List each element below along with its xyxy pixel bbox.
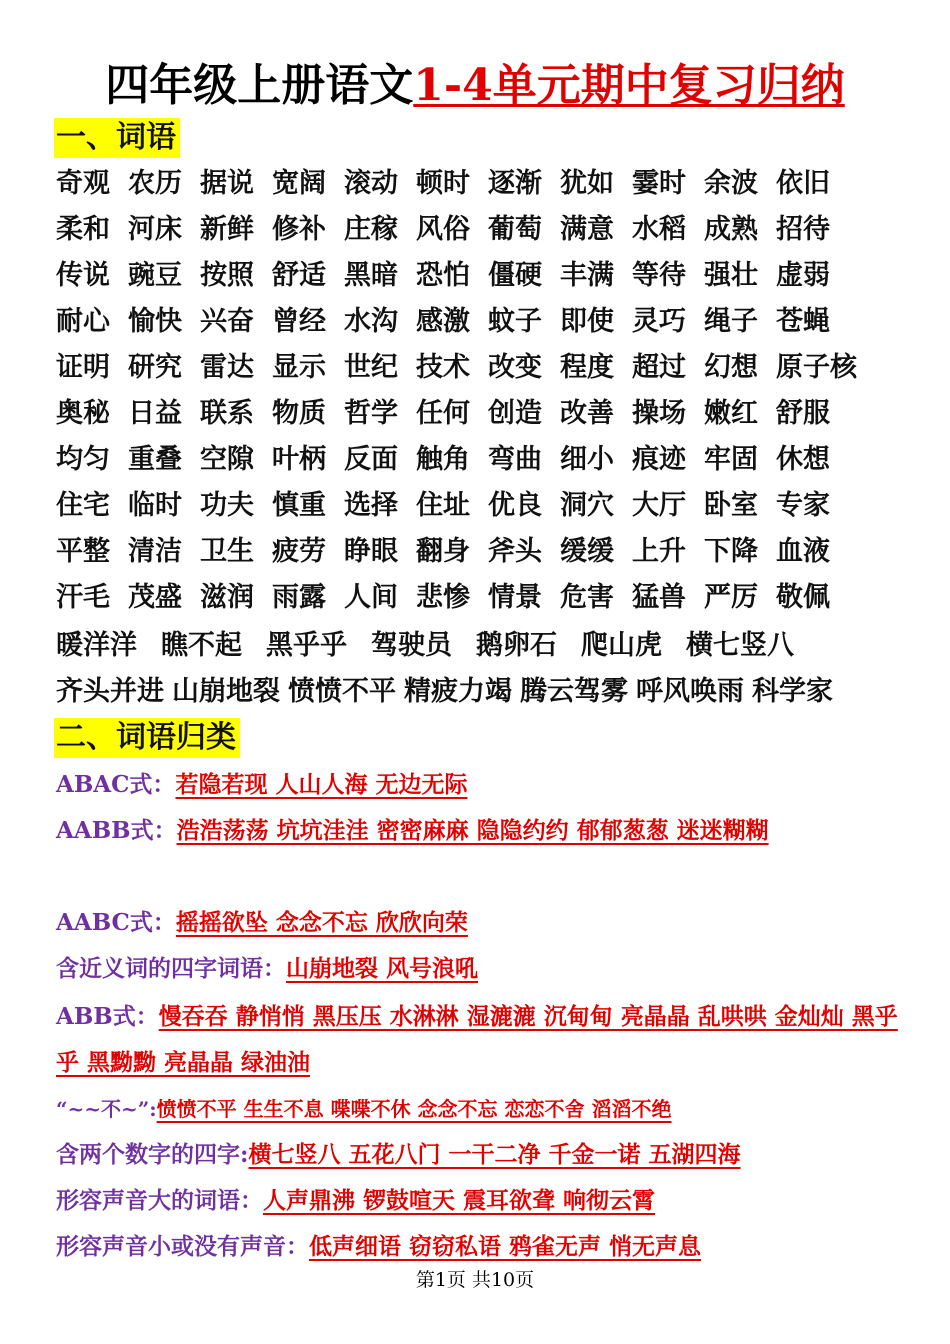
word: 嫩红 bbox=[704, 398, 758, 429]
word: 物质 bbox=[272, 398, 326, 429]
word: 虚弱 bbox=[776, 260, 830, 291]
word-row-10 bbox=[56, 578, 916, 618]
word: 研究 bbox=[128, 352, 182, 383]
word: 缓缓 bbox=[560, 536, 614, 567]
word: 齐头并进 bbox=[56, 676, 164, 707]
word: 爬山虎 bbox=[581, 630, 662, 661]
word: 卧室 bbox=[704, 490, 758, 521]
word: 慎重 bbox=[272, 490, 326, 521]
word: 睁眼 bbox=[344, 536, 398, 567]
word: 丰满 bbox=[560, 260, 614, 291]
word: 暖洋洋 bbox=[56, 630, 137, 661]
category-aabc bbox=[56, 900, 904, 946]
word: 曾经 bbox=[272, 306, 326, 337]
category-loud bbox=[56, 1178, 904, 1224]
word: 滚动 bbox=[344, 168, 398, 199]
title-main: 四年级上册语文 bbox=[105, 60, 414, 111]
section-heading-words: 一、词语 bbox=[54, 118, 180, 158]
word-row-2 bbox=[56, 210, 916, 250]
word: 逐渐 bbox=[488, 168, 542, 199]
word: 细小 bbox=[560, 444, 614, 475]
word: 恐怕 bbox=[416, 260, 470, 291]
word: 人间 bbox=[344, 582, 398, 613]
word: 哲学 bbox=[344, 398, 398, 429]
category-aabb bbox=[56, 808, 904, 854]
word: 灵巧 bbox=[632, 306, 686, 337]
word: 上升 bbox=[632, 536, 686, 567]
word: 霎时 bbox=[632, 168, 686, 199]
category-items: 低声细语 窃窃私语 鸦雀无声 悄无声息 bbox=[309, 1233, 702, 1260]
word: 精疲力竭 bbox=[404, 676, 512, 707]
word: 新鲜 bbox=[200, 214, 254, 245]
category-bu bbox=[56, 1086, 904, 1132]
word: 反面 bbox=[344, 444, 398, 475]
word: 宽阔 bbox=[272, 168, 326, 199]
word: 葡萄 bbox=[488, 214, 542, 245]
word: 科学家 bbox=[752, 676, 833, 707]
word: 危害 bbox=[560, 582, 614, 613]
category-synonyms bbox=[56, 946, 904, 992]
word: 住址 bbox=[416, 490, 470, 521]
word: 幻想 bbox=[704, 352, 758, 383]
word: 休想 bbox=[776, 444, 830, 475]
word: 顿时 bbox=[416, 168, 470, 199]
word: 住宅 bbox=[56, 490, 110, 521]
word: 改变 bbox=[488, 352, 542, 383]
word: 情景 bbox=[488, 582, 542, 613]
category-label: 形容声音小或没有声音： bbox=[56, 1233, 309, 1260]
word: 叶柄 bbox=[272, 444, 326, 475]
word: 水稻 bbox=[632, 214, 686, 245]
word: 茂盛 bbox=[128, 582, 182, 613]
word: 重叠 bbox=[128, 444, 182, 475]
category-label: ABAC式： bbox=[56, 771, 176, 798]
word-row-8 bbox=[56, 486, 916, 526]
word: 依旧 bbox=[776, 168, 830, 199]
word: 据说 bbox=[200, 168, 254, 199]
word: 悲惨 bbox=[416, 582, 470, 613]
category-numbers bbox=[56, 1132, 904, 1178]
word: 黑暗 bbox=[344, 260, 398, 291]
word: 改善 bbox=[560, 398, 614, 429]
title-highlight: 1-4单元期中复习归纳 bbox=[413, 60, 845, 111]
word-row-11 bbox=[56, 626, 916, 666]
word: 日益 bbox=[128, 398, 182, 429]
category-items: 山崩地裂 风号浪吼 bbox=[286, 955, 479, 982]
word: 等待 bbox=[632, 260, 686, 291]
word: 平整 bbox=[56, 536, 110, 567]
word: 愤愤不平 bbox=[288, 676, 396, 707]
word-row-12 bbox=[56, 672, 916, 712]
word: 耐心 bbox=[56, 306, 110, 337]
category-items: 若隐若现 人山人海 无边无际 bbox=[175, 771, 468, 798]
category-label: ABB式： bbox=[56, 1003, 159, 1030]
category-abb bbox=[56, 994, 904, 1086]
word: 任何 bbox=[416, 398, 470, 429]
word: 均匀 bbox=[56, 444, 110, 475]
category-label: 含近义词的四字词语： bbox=[56, 955, 286, 982]
word: 斧头 bbox=[488, 536, 542, 567]
word: 空隙 bbox=[200, 444, 254, 475]
word-row-5 bbox=[56, 348, 916, 388]
word: 风俗 bbox=[416, 214, 470, 245]
word: 猛兽 bbox=[632, 582, 686, 613]
word: 选择 bbox=[344, 490, 398, 521]
word: 强壮 bbox=[704, 260, 758, 291]
word: 庄稼 bbox=[344, 214, 398, 245]
category-label: AABB式： bbox=[56, 817, 177, 844]
word: 即使 bbox=[560, 306, 614, 337]
word: 雨露 bbox=[272, 582, 326, 613]
word: 大厅 bbox=[632, 490, 686, 521]
word: 农历 bbox=[128, 168, 182, 199]
category-items: 人声鼎沸 锣鼓喧天 震耳欲聋 响彻云霄 bbox=[263, 1187, 656, 1214]
word-row-1 bbox=[56, 164, 916, 204]
word: 豌豆 bbox=[128, 260, 182, 291]
word-row-6 bbox=[56, 394, 916, 434]
word: 痕迹 bbox=[632, 444, 686, 475]
page-title bbox=[0, 56, 950, 116]
word: 敬佩 bbox=[776, 582, 830, 613]
word: 绳子 bbox=[704, 306, 758, 337]
word: 专家 bbox=[776, 490, 830, 521]
section-heading-categories: 二、词语归类 bbox=[54, 718, 240, 758]
word: 严厉 bbox=[704, 582, 758, 613]
word: 滋润 bbox=[200, 582, 254, 613]
word: 奥秘 bbox=[56, 398, 110, 429]
word: 联系 bbox=[200, 398, 254, 429]
category-items: 横七竖八 五花八门 一干二净 千金一诺 五湖四海 bbox=[248, 1141, 741, 1168]
word: 显示 bbox=[272, 352, 326, 383]
category-items: 愤愤不平 生生不息 喋喋不休 念念不忘 恋恋不舍 滔滔不绝 bbox=[156, 1097, 672, 1121]
word-row-4 bbox=[56, 302, 916, 342]
category-abac bbox=[56, 762, 904, 808]
word: 蚊子 bbox=[488, 306, 542, 337]
word: 清洁 bbox=[128, 536, 182, 567]
word: 证明 bbox=[56, 352, 110, 383]
word: 疲劳 bbox=[272, 536, 326, 567]
word: 苍蝇 bbox=[776, 306, 830, 337]
word: 牢固 bbox=[704, 444, 758, 475]
word: 创造 bbox=[488, 398, 542, 429]
word: 操场 bbox=[632, 398, 686, 429]
word: 犹如 bbox=[560, 168, 614, 199]
word-row-9 bbox=[56, 532, 916, 572]
word: 洞穴 bbox=[560, 490, 614, 521]
word: 舒服 bbox=[776, 398, 830, 429]
word: 成熟 bbox=[704, 214, 758, 245]
word: 瞧不起 bbox=[161, 630, 242, 661]
word: 程度 bbox=[560, 352, 614, 383]
word: 功夫 bbox=[200, 490, 254, 521]
word: 驾驶员 bbox=[371, 630, 452, 661]
word: 卫生 bbox=[200, 536, 254, 567]
word: 河床 bbox=[128, 214, 182, 245]
word: 奇观 bbox=[56, 168, 110, 199]
word: 呼风唤雨 bbox=[636, 676, 744, 707]
word: 僵硬 bbox=[488, 260, 542, 291]
word: 愉快 bbox=[128, 306, 182, 337]
word: 世纪 bbox=[344, 352, 398, 383]
word: 翻身 bbox=[416, 536, 470, 567]
word: 技术 bbox=[416, 352, 470, 383]
word: 招待 bbox=[776, 214, 830, 245]
word: 修补 bbox=[272, 214, 326, 245]
word: 兴奋 bbox=[200, 306, 254, 337]
word: 舒适 bbox=[272, 260, 326, 291]
category-items: 慢吞吞 静悄悄 黑压压 水淋淋 湿漉漉 沉甸甸 亮晶晶 乱哄哄 金灿灿 黑乎乎 黑黝黝 亮晶晶 绿油油 bbox=[56, 1003, 898, 1076]
word: 鹅卵石 bbox=[476, 630, 557, 661]
word: 感激 bbox=[416, 306, 470, 337]
word: 水沟 bbox=[344, 306, 398, 337]
category-quiet bbox=[56, 1224, 904, 1270]
word: 下降 bbox=[704, 536, 758, 567]
category-label: “~~不~”: bbox=[56, 1097, 157, 1121]
category-label: 含两个数字的四字: bbox=[56, 1141, 249, 1168]
word-row-3 bbox=[56, 256, 916, 296]
word: 原子核 bbox=[776, 352, 857, 383]
word: 黑乎乎 bbox=[266, 630, 347, 661]
word: 余波 bbox=[704, 168, 758, 199]
word: 触角 bbox=[416, 444, 470, 475]
word: 腾云驾雾 bbox=[520, 676, 628, 707]
word: 优良 bbox=[488, 490, 542, 521]
word: 传说 bbox=[56, 260, 110, 291]
word: 弯曲 bbox=[488, 444, 542, 475]
word: 临时 bbox=[128, 490, 182, 521]
word: 雷达 bbox=[200, 352, 254, 383]
page-footer: 第1页 共10页 bbox=[415, 1269, 535, 1291]
word: 满意 bbox=[560, 214, 614, 245]
word: 超过 bbox=[632, 352, 686, 383]
category-items: 浩浩荡荡 坑坑洼洼 密密麻麻 隐隐约约 郁郁葱葱 迷迷糊糊 bbox=[176, 817, 769, 844]
word-row-7 bbox=[56, 440, 916, 480]
word: 汗毛 bbox=[56, 582, 110, 613]
category-label: AABC式： bbox=[56, 909, 176, 936]
word: 山崩地裂 bbox=[172, 676, 280, 707]
word: 按照 bbox=[200, 260, 254, 291]
word: 横七竖八 bbox=[686, 630, 794, 661]
word: 柔和 bbox=[56, 214, 110, 245]
category-label: 形容声音大的词语： bbox=[56, 1187, 263, 1214]
category-items: 摇摇欲坠 念念不忘 欣欣向荣 bbox=[175, 909, 468, 936]
word: 血液 bbox=[776, 536, 830, 567]
